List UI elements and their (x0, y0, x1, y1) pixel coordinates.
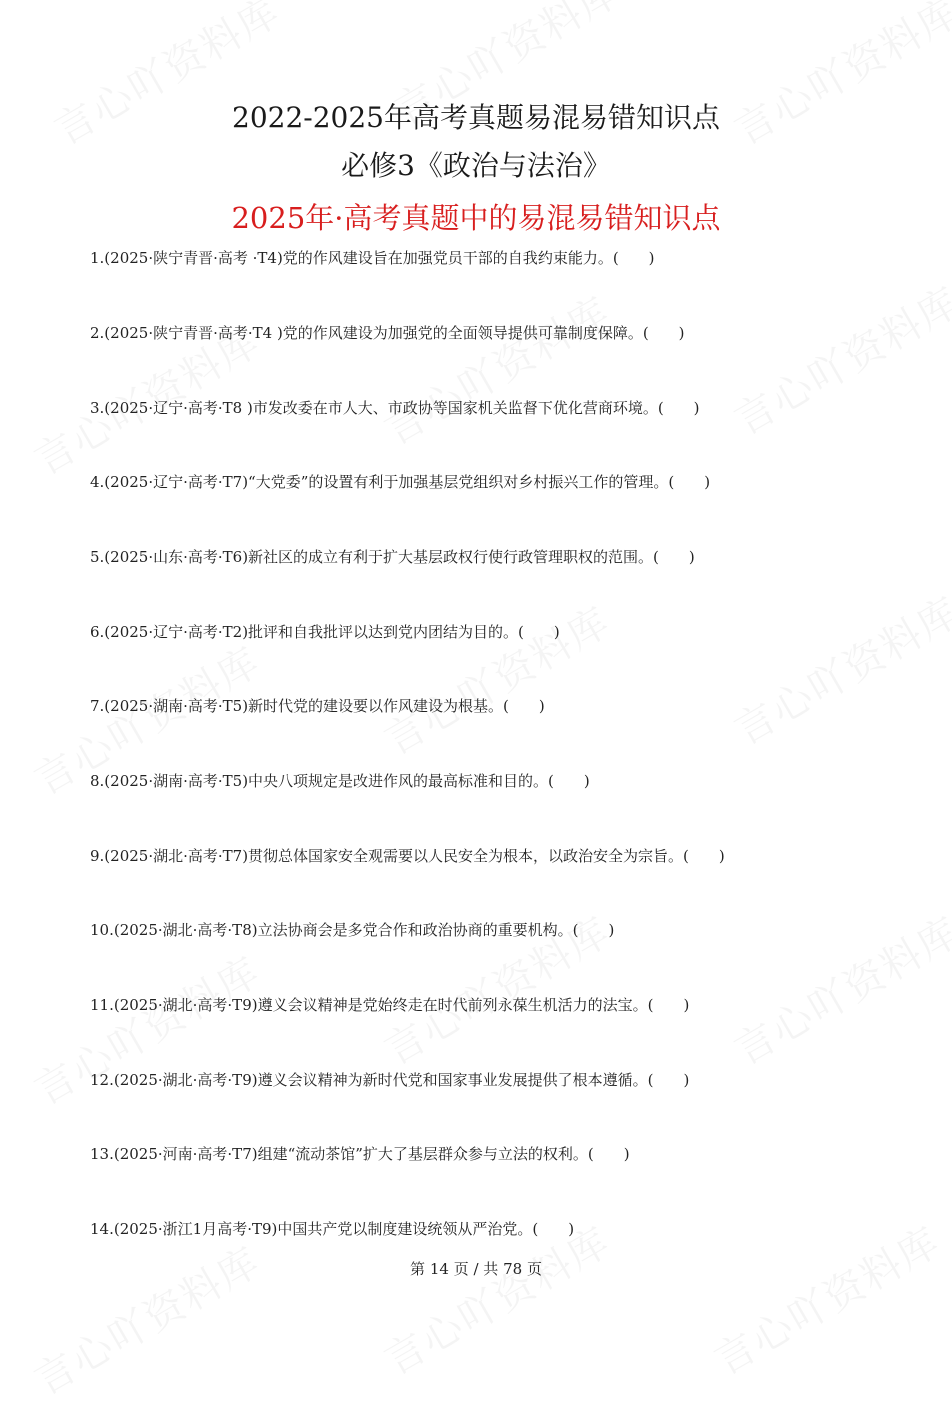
question-item: 2.(2025·陕宁青晋·高考·T4 )党的作风建设为加强党的全面领导提供可靠制度保障。( ) (90, 324, 685, 342)
question-item: 5.(2025·山东·高考·T6)新社区的成立有利于扩大基层政权行使行政管理职权的范围。( ) (90, 548, 695, 566)
footer-prefix: 第 (410, 1260, 426, 1278)
question-item: 14.(2025·浙江1月高考·T9)中国共产党以制度建设统领从严治党。( ) (90, 1220, 575, 1238)
watermark (723, 901, 952, 1076)
document-title: 2022-2025年高考真题易混易错知识点 (232, 101, 720, 134)
question-item: 7.(2025·湖南·高考·T5)新时代党的建设要以作风建设为根基。( ) (90, 697, 545, 715)
document-subtitle: 必修3《政治与法治》 (341, 149, 611, 182)
question-item: 1.(2025·陕宁青晋·高考 ·T4)党的作风建设旨在加强党员干部的自我约束能力。( ) (90, 249, 655, 267)
question-item: 12.(2025·湖北·高考·T9)遵义会议精神为新时代党和国家事业发展提供了根本遵循。( ) (90, 1071, 690, 1089)
watermark (723, 271, 952, 446)
section-heading: 2025年·高考真题中的易混易错知识点 (231, 201, 721, 235)
question-item: 9.(2025·湖北·高考·T7)贯彻总体国家安全观需要以人民安全为根本，以政治安全为宗旨。( ) (90, 847, 725, 865)
watermark (373, 591, 620, 766)
watermark (373, 281, 620, 456)
question-item: 8.(2025·湖南·高考·T5)中央八项规定是改进作风的最高标准和目的。( ) (90, 772, 590, 790)
question-item: 10.(2025·湖北·高考·T8)立法协商会是多党合作和政治协商的重要机构。( ) (90, 921, 615, 939)
question-item: 3.(2025·辽宁·高考·T8 )市发改委在市人大、市政协等国家机关监督下优化营商环境。( ) (90, 399, 700, 417)
current-page-number: 14 (429, 1260, 449, 1278)
question-item: 13.(2025·河南·高考·T7)组建“流动茶馆”扩大了基层群众参与立法的权利。( ) (90, 1145, 630, 1163)
page-footer (0, 1258, 952, 1279)
total-page-count: 78 (503, 1260, 523, 1278)
watermark (703, 1211, 950, 1386)
question-item: 11.(2025·湖北·高考·T9)遵义会议精神是党始终走在时代前列永葆生机活力的法宝。( ) (90, 996, 690, 1014)
watermark (723, 581, 952, 756)
footer-middle: 页 / 共 (453, 1260, 499, 1278)
question-item: 6.(2025·辽宁·高考·T2)批评和自我批评以达到党内团结为目的。( ) (90, 623, 560, 641)
question-item: 4.(2025·辽宁·高考·T7)“大党委”的设置有利于加强基层党组织对乡村振兴工作的管理。( ) (90, 473, 711, 491)
footer-suffix: 页 (526, 1260, 542, 1278)
